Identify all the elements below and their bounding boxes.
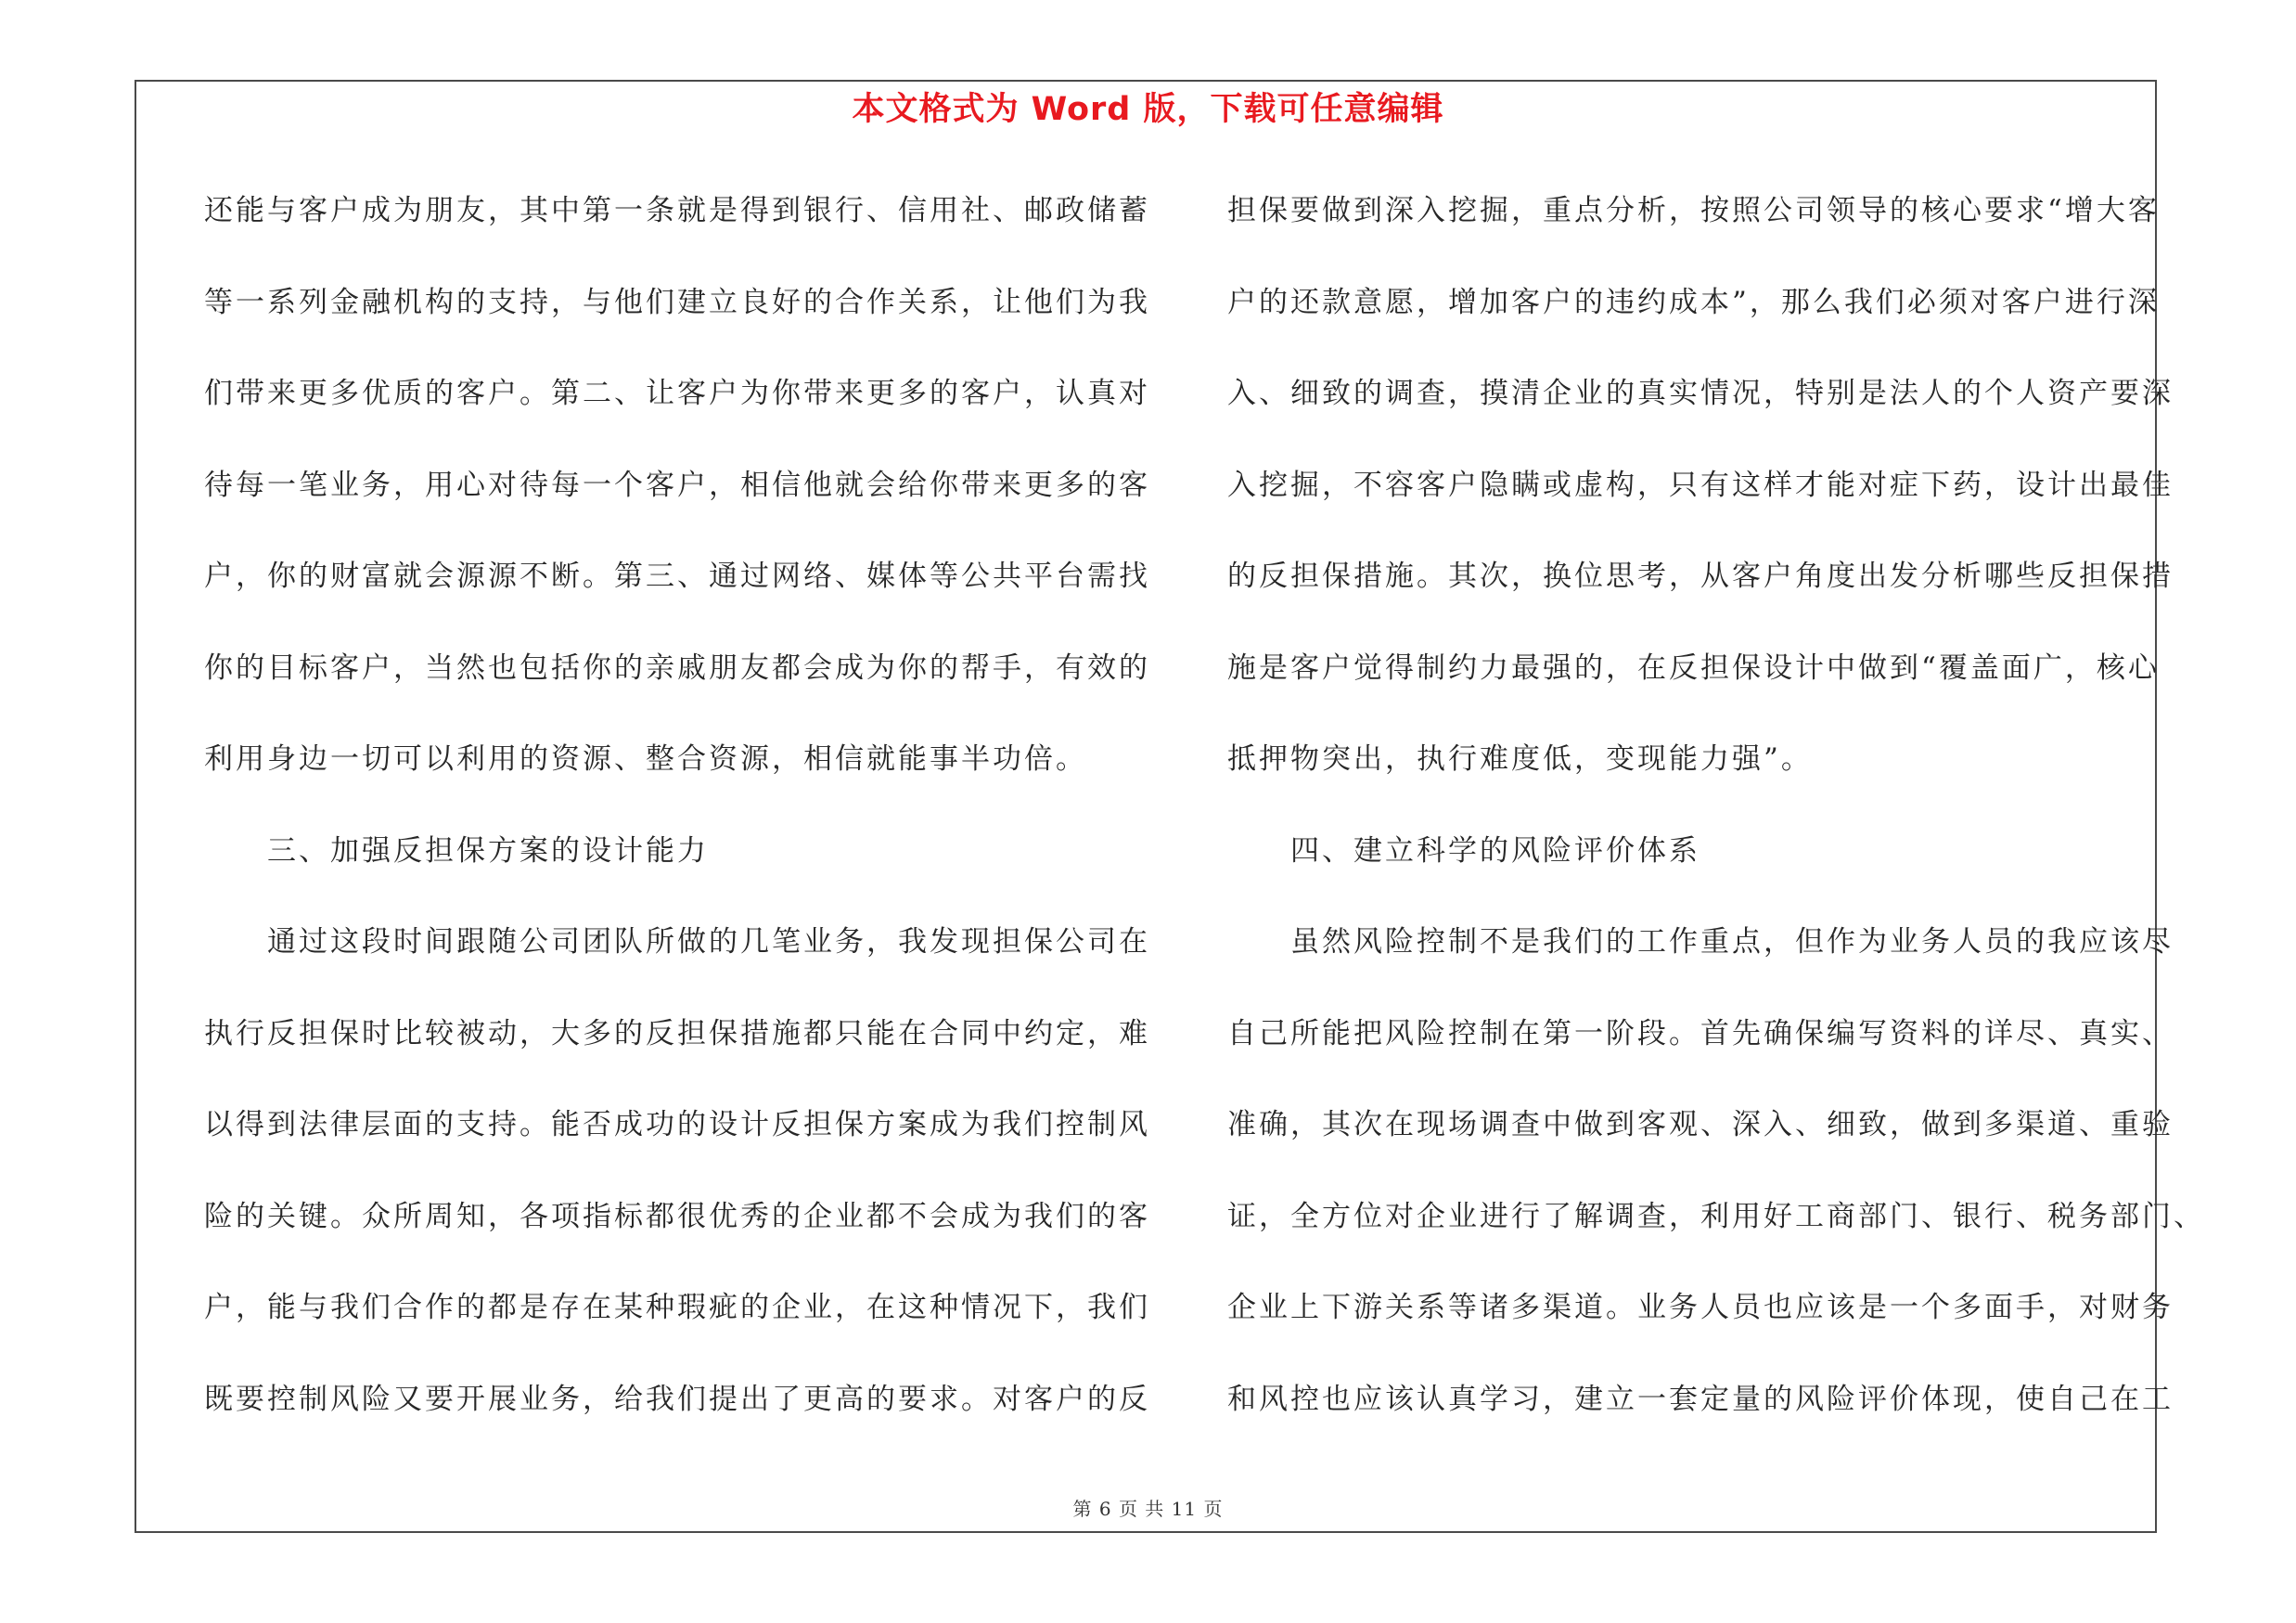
text-line: 担保要做到深入挖掘，重点分析，按照公司领导的核心要求“增大客 xyxy=(1227,194,2160,227)
text-line: 等一系列金融机构的支持，与他们建立良好的合作关系，让他们为我 xyxy=(204,285,1150,319)
right-column xyxy=(1227,182,2205,1462)
text-line: 的反担保措施。其次，换位思考，从客户角度出发分析哪些反担保措 xyxy=(1227,560,2174,593)
text-line: 抵押物突出，执行难度低，变现能力强”。 xyxy=(1227,742,1813,776)
text-line: 户，你的财富就会源源不断。第三、通过网络、媒体等公共平台需找 xyxy=(204,560,1150,593)
text-line: 还能与客户成为朋友，其中第一条就是得到银行、信用社、邮政储蓄 xyxy=(204,194,1150,227)
text-line: 入、细致的调查，摸清企业的真实情况，特别是法人的个人资产要深 xyxy=(1227,377,2174,410)
text-line: 利用身边一切可以利用的资源、整合资源，相信就能事半功倍。 xyxy=(204,742,1087,776)
text-line: 户的还款意愿，增加客户的违约成本”，那么我们必须对客户进行深 xyxy=(1227,285,2160,319)
left-column xyxy=(204,182,1150,1462)
text-line: 你的目标客户，当然也包括你的亲戚朋友都会成为你的帮手，有效的 xyxy=(204,650,1150,685)
section-heading: 三、加强反担保方案的设计能力 xyxy=(204,833,709,868)
text-line: 证，全方位对企业进行了解调查，利用好工商部门、银行、税务部门、 xyxy=(1227,1199,2205,1233)
text-line: 执行反担保时比较被动，大多的反担保措施都只能在合同中约定，难 xyxy=(204,1016,1150,1050)
section-heading: 四、建立科学的风险评价体系 xyxy=(1227,833,1700,868)
text-line: 施是客户觉得制约力最强的，在反担保设计中做到“覆盖面广，核心 xyxy=(1227,650,2160,685)
format-banner: 本文格式为 Word 版，下载可任意编辑 xyxy=(852,91,1444,128)
text-line: 户，能与我们合作的都是存在某种瑕疵的企业，在这种情况下，我们 xyxy=(204,1291,1150,1324)
text-line: 入挖掘，不容客户隐瞒或虚构，只有这样才能对症下药，设计出最佳 xyxy=(1227,468,2174,502)
text-line: 和风控也应该认真学习，建立一套定量的风险评价体现，使自己在工 xyxy=(1227,1382,2174,1416)
text-line: 自己所能把风险控制在第一阶段。首先确保编写资料的详尽、真实、 xyxy=(1227,1016,2174,1050)
text-line: 以得到法律层面的支持。能否成功的设计反担保方案成为我们控制风 xyxy=(204,1108,1150,1141)
text-line: 们带来更多优质的客户。第二、让客户为你带来更多的客户，认真对 xyxy=(204,377,1150,410)
text-line: 既要控制风险又要开展业务，给我们提出了更高的要求。对客户的反 xyxy=(204,1382,1150,1416)
text-line: 准确，其次在现场调查中做到客观、深入、细致，做到多渠道、重验 xyxy=(1227,1108,2174,1141)
text-line: 待每一笔业务，用心对待每一个客户，相信他就会给你带来更多的客 xyxy=(204,468,1150,502)
text-line: 企业上下游关系等诸多渠道。业务人员也应该是一个多面手，对财务 xyxy=(1227,1291,2174,1324)
page-number-footer: 第 6 页 共 11 页 xyxy=(1072,1498,1224,1520)
text-line: 虽然风险控制不是我们的工作重点，但作为业务人员的我应该尽 xyxy=(1227,925,2174,959)
text-line: 险的关键。众所周知，各项指标都很优秀的企业都不会成为我们的客 xyxy=(204,1199,1150,1233)
text-line: 通过这段时间跟随公司团队所做的几笔业务，我发现担保公司在 xyxy=(204,925,1150,959)
